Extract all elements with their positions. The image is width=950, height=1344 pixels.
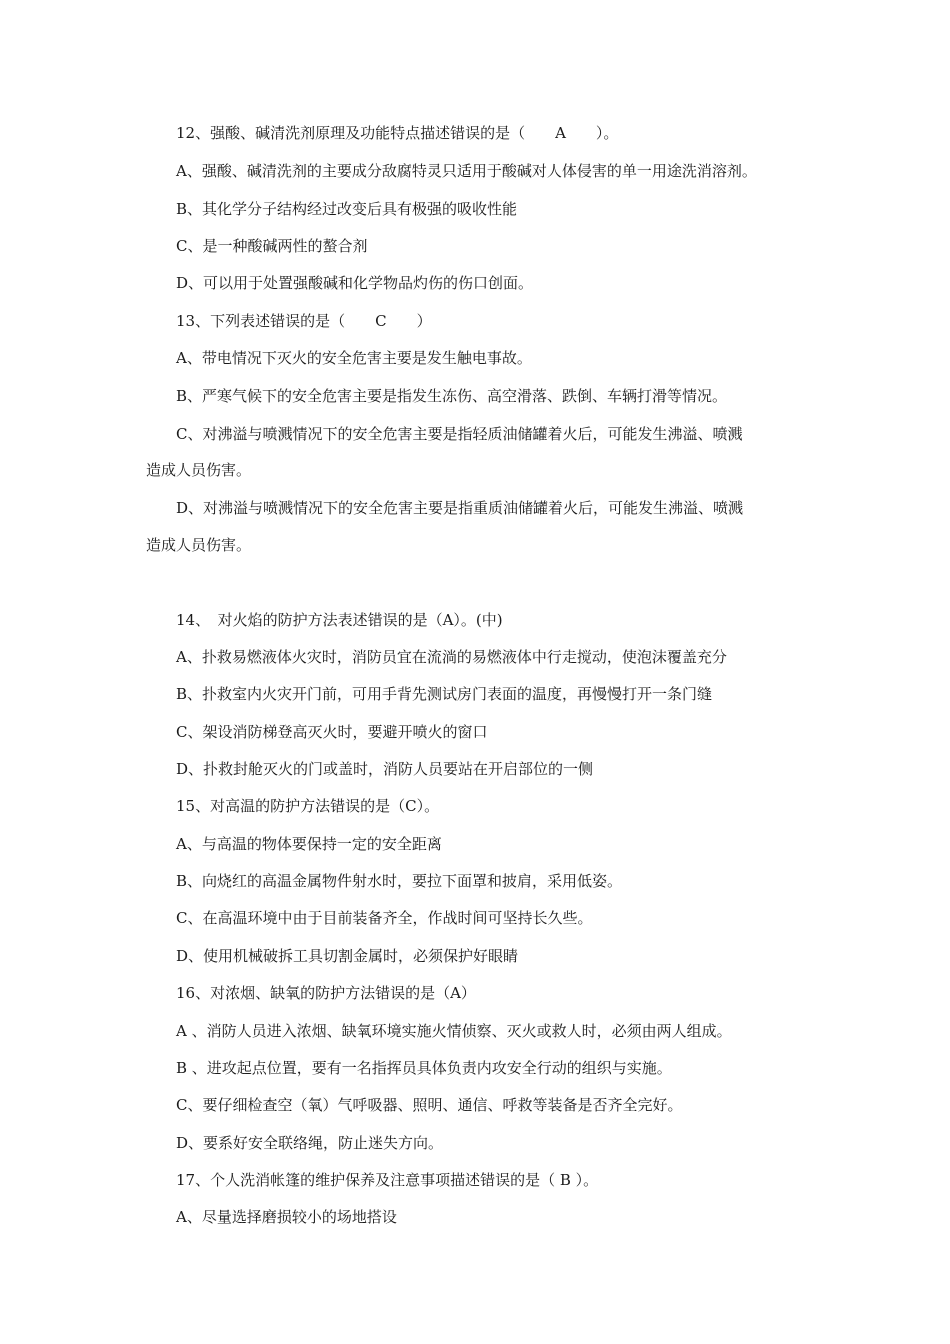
option-d: D、对沸溢与喷溅情况下的安全危害主要是指重质油储罐着火后，可能发生沸溢、喷溅: [176, 499, 744, 517]
option-a: A、扑救易燃液体火灾时，消防员宜在流淌的易燃液体中行走搅动，使泡沫覆盖充分: [176, 648, 727, 666]
question-text: 12、强酸、碱清洗剂原理及功能特点描述错误的是（ A ）。: [176, 124, 619, 142]
option-b: B、向烧红的高温金属物件射水时，要拉下面罩和披肩，采用低姿。: [176, 872, 623, 890]
option-d: D、可以用于处置强酸碱和化学物品灼伤的伤口创面。: [176, 274, 534, 292]
option-c-continued: 造成人员伤害。: [146, 461, 252, 479]
option-c: C、对沸溢与喷溅情况下的安全危害主要是指轻质油储罐着火后，可能发生沸溢、喷溅: [176, 425, 743, 443]
option-c: C、要仔细检查空（氧）气呼吸器、照明、通信、呼救等装备是否齐全完好。: [176, 1096, 683, 1114]
option-c: C、在高温环境中由于目前装备齐全，作战时间可坚持长久些。: [176, 909, 593, 927]
option-a: A、尽量选择磨损较小的场地搭设: [176, 1208, 397, 1226]
option-a: A、强酸、碱清洗剂的主要成分敌腐特灵只适用于酸碱对人体侵害的单一用途洗消溶剂。: [176, 162, 757, 180]
question-text: 15、对高温的防护方法错误的是（C）。: [176, 797, 440, 815]
option-d: D、使用机械破拆工具切割金属时，必须保护好眼睛: [176, 947, 519, 965]
option-a: A、带电情况下灭火的安全危害主要是发生触电事故。: [176, 349, 532, 367]
option-d: D、要系好安全联络绳，防止迷失方向。: [176, 1134, 444, 1152]
option-d-continued: 造成人员伤害。: [146, 536, 252, 554]
question-text: 13、下列表述错误的是（ C ）: [176, 312, 432, 330]
option-b: B 、进攻起点位置，要有一名指挥员具体负责内攻安全行动的组织与实施。: [176, 1059, 672, 1077]
option-a: A 、消防人员进入浓烟、缺氧环境实施火情侦察、灭火或救人时，必须由两人组成。: [176, 1022, 732, 1040]
question-text: 17、个人洗消帐篷的维护保养及注意事项描述错误的是（ B ）。: [176, 1171, 599, 1189]
option-d: D、扑救封舱灭火的门或盖时，消防人员要站在开启部位的一侧: [176, 760, 594, 778]
option-a: A、与高温的物体要保持一定的安全距离: [176, 835, 442, 853]
option-b: B、扑救室内火灾开门前，可用手背先测试房门表面的温度，再慢慢打开一条门缝: [176, 685, 713, 703]
question-text: 16、对浓烟、缺氧的防护方法错误的是（A）: [176, 984, 476, 1002]
option-c: C、是一种酸碱两性的螯合剂: [176, 237, 368, 255]
option-c: C、架设消防梯登高灭火时，要避开喷火的窗口: [176, 723, 488, 741]
option-b: B、严寒气候下的安全危害主要是指发生冻伤、高空滑落、跌倒、车辆打滑等情况。: [176, 387, 728, 405]
option-b: B、其化学分子结构经过改变后具有极强的吸收性能: [176, 200, 518, 218]
question-text: 14、 对火焰的防护方法表述错误的是（A）。(中): [176, 611, 503, 629]
